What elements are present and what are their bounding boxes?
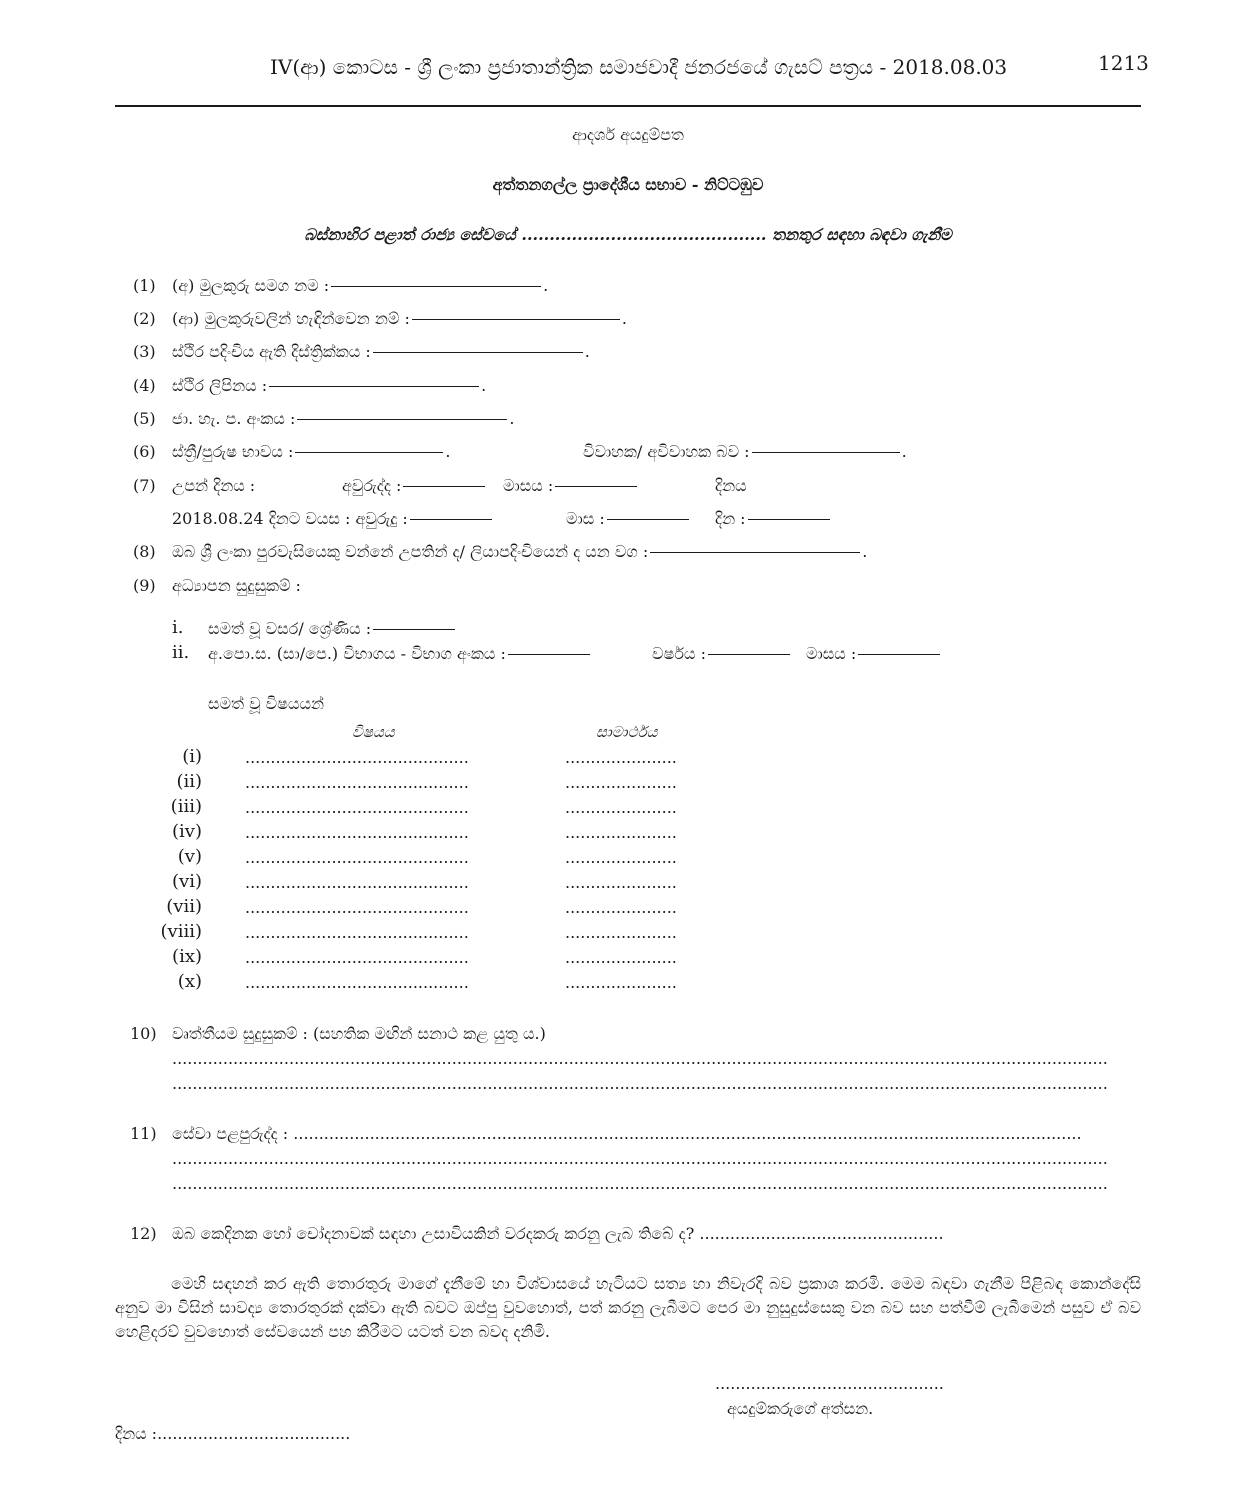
full-name-field[interactable] xyxy=(331,286,541,287)
subject-name-field[interactable]: ............................................ xyxy=(245,948,469,967)
professional-qualifications-line-2[interactable]: ........................................................................................................................................................................................ xyxy=(172,1074,1108,1093)
age-days-field[interactable] xyxy=(748,519,830,520)
item-6-marital-row: විවාහක/ අවිවාහක බව : . xyxy=(583,442,907,461)
date-label: දිනය : xyxy=(115,1424,158,1443)
item-2-row: (ආ) මුලකුරුවලින් හැඳින්වෙන නම් : . xyxy=(172,309,627,328)
age-day-row xyxy=(715,509,832,529)
subject-grade-field[interactable]: ...................... xyxy=(565,898,677,917)
signature-line[interactable]: ............................................. xyxy=(715,1374,944,1393)
item-1-row: (අ) මුලකුරු සමග නම : . xyxy=(172,276,549,295)
service-experience-row xyxy=(172,1124,1082,1144)
item-number: 12) xyxy=(130,1224,157,1243)
ol-exam-index-field[interactable] xyxy=(508,654,590,655)
subject-grade-field[interactable]: ...................... xyxy=(565,948,677,967)
item-number: (3) xyxy=(133,342,156,361)
subject-name-field[interactable]: ............................................ xyxy=(245,823,469,842)
subject-row-number: (iv) xyxy=(172,821,202,842)
subject-grade-field[interactable]: ...................... xyxy=(565,823,677,842)
service-experience-line-2[interactable]: ........................................................................................................................................................................................ xyxy=(172,1174,1108,1193)
service-experience-line-0[interactable]: ........................................................................................................................................................... xyxy=(293,1124,1082,1143)
title-prefix: බස්නාහිර පළාත් රාජ්‍ය සේවයේ xyxy=(304,225,516,244)
ol-month-label: මාසය : xyxy=(806,644,857,663)
dob-day-label: දිනය xyxy=(715,476,747,495)
title-suffix: තනතුර සඳහා බඳවා ගැනීම xyxy=(772,225,952,244)
district-field[interactable] xyxy=(373,352,583,353)
subject-grade-field[interactable]: ...................... xyxy=(565,748,677,767)
conviction-row xyxy=(172,1224,944,1244)
subject-name-field[interactable]: ............................................ xyxy=(245,848,469,867)
dob-month-label: මාසය : xyxy=(503,476,554,495)
conviction-answer-field[interactable]: ................................................ xyxy=(699,1224,944,1243)
form-title-council: අත්තනගල්ල ප්‍රාදේශීය සභාව - නිට්ටඹුව xyxy=(492,175,764,194)
item-number: (6) xyxy=(133,442,156,461)
initials-name-field[interactable] xyxy=(412,319,620,320)
page-number: 1213 xyxy=(1098,51,1149,75)
service-experience-line-1[interactable]: ........................................................................................................................................................................................ xyxy=(172,1149,1108,1168)
dob-month-field[interactable] xyxy=(555,486,637,487)
edu-i-row xyxy=(208,619,457,639)
subject-row-number: (ix) xyxy=(172,946,202,967)
date-field[interactable]: ...................................... xyxy=(157,1424,351,1443)
item-4-row: ස්ථිර ලිපිනය : . xyxy=(172,376,487,395)
age-row xyxy=(172,509,494,529)
gender-label: ස්ත්‍රී/පුරුෂ භාවය : xyxy=(172,442,294,461)
marital-status-label: විවාහක/ අවිවාහක බව : xyxy=(583,442,750,461)
item-number: (1) xyxy=(133,276,156,295)
dob-year-row xyxy=(342,476,487,496)
age-years-field[interactable] xyxy=(410,519,492,520)
dob-year-field[interactable] xyxy=(403,486,485,487)
dob-year-label: අවුරුද්ද : xyxy=(342,476,402,495)
date-row xyxy=(115,1424,350,1444)
education-label: අධ්‍යාපන සුදුසුකම් : xyxy=(172,576,301,595)
address-field[interactable] xyxy=(269,386,479,387)
ol-year-field[interactable] xyxy=(708,654,790,655)
subjects-title: සමත් වූ විෂයයන් xyxy=(208,694,325,713)
subject-grade-field[interactable]: ...................... xyxy=(565,798,677,817)
header-rule xyxy=(115,105,1141,107)
ol-month-field[interactable] xyxy=(858,654,940,655)
item-number: (9) xyxy=(133,576,156,595)
ol-exam-index-label: අ.පො.ස. (සා/පෙ.) විභාගය - විභාග අංකය : xyxy=(208,644,506,663)
ol-month-row xyxy=(806,644,942,664)
gazette-header-title: IV(ආ) කොටස - ශ්‍රී ලංකා ප්‍රජාතාන්ත්‍රික සමාජවාදී ජනරජයේ ගැසට් පත්‍රය - 2018.08.03 xyxy=(270,55,1008,79)
item-1-label: (අ) මුලකුරු සමග නම : xyxy=(172,276,330,295)
passed-year-grade-field[interactable] xyxy=(373,629,455,630)
subject-name-field[interactable]: ............................................ xyxy=(245,798,469,817)
title-post-blank[interactable]: ............................................ xyxy=(521,225,767,244)
item-number: (5) xyxy=(133,409,156,428)
item-3-row: ස්ථිර පදිංචිය ඇති දිස්ත්‍රික්කය : . xyxy=(172,342,590,361)
subject-grade-field[interactable]: ...................... xyxy=(565,923,677,942)
age-month-row xyxy=(566,509,691,529)
subject-grade-field[interactable]: ...................... xyxy=(565,873,677,892)
item-number: 10) xyxy=(130,1024,157,1043)
passed-year-grade-label: සමත් වූ වසර/ ශ්‍රේණිය : xyxy=(208,619,372,638)
item-number: (4) xyxy=(133,376,156,395)
subject-grade-field[interactable]: ...................... xyxy=(565,848,677,867)
subject-name-field[interactable]: ............................................ xyxy=(245,898,469,917)
age-years-label: 2018.08.24 දිනට වයස : අවුරුදු : xyxy=(172,509,408,528)
subject-grade-field[interactable]: ...................... xyxy=(565,773,677,792)
conviction-question: ඔබ කෙදිනක හෝ චෝදනාවක් සඳහා උසාවියකින් වරදකරු කරනු ලැබ තිබේ ද? xyxy=(172,1224,695,1243)
subject-name-field[interactable]: ............................................ xyxy=(245,873,469,892)
dob-label: උපන් දිනය : xyxy=(172,476,256,495)
item-2-label: (ආ) මුලකුරුවලින් හැඳින්වෙන නම් : xyxy=(172,309,410,328)
signature-label: අයදුම්කරුගේ අත්සන. xyxy=(727,1399,874,1418)
item-3-label: ස්ථිර පදිංචිය ඇති දිස්ත්‍රික්කය : xyxy=(172,342,371,361)
edu-ii-number: ii. xyxy=(172,642,190,663)
citizenship-label: ඔබ ශ්‍රී ලංකා පුරවැසියෙකු වන්නේ උපතින් ද/ ලියාපදිංචියෙන් ද යන වග : xyxy=(172,542,649,561)
item-number: (2) xyxy=(133,309,156,328)
subject-name-field[interactable]: ............................................ xyxy=(245,973,469,992)
edu-i-number: i. xyxy=(172,617,184,638)
item-5-row: ජා. හැ. ප. අංකය : . xyxy=(172,409,515,428)
citizenship-field[interactable] xyxy=(650,552,860,553)
subject-name-field[interactable]: ............................................ xyxy=(245,923,469,942)
subject-row-number: (viii) xyxy=(160,921,202,942)
subject-name-field[interactable]: ............................................ xyxy=(245,773,469,792)
item-number: 11) xyxy=(130,1124,157,1143)
marital-status-field[interactable] xyxy=(752,452,900,453)
service-experience-label: සේවා පළපුරුද්ද : xyxy=(172,1124,289,1143)
item-6-gender-row: ස්ත්‍රී/පුරුෂ භාවය : . xyxy=(172,442,451,461)
item-number: (8) xyxy=(133,542,156,561)
subject-row-number: (ii) xyxy=(176,771,202,792)
nic-field[interactable] xyxy=(297,419,507,420)
professional-qualifications-line-1[interactable]: ........................................................................................................................................................................................ xyxy=(172,1049,1108,1068)
age-months-label: මාස : xyxy=(566,509,605,528)
subject-name-field[interactable]: ............................................ xyxy=(245,748,469,767)
edu-ii-row xyxy=(208,644,592,664)
gender-field[interactable] xyxy=(295,452,443,453)
dob-month-row xyxy=(503,476,639,496)
subject-row-number: (vi) xyxy=(172,871,202,892)
subject-row-number: (vii) xyxy=(166,896,202,917)
form-title-model-application: ආදර්ශ අයදුම්පත xyxy=(572,125,684,144)
age-days-label: දින : xyxy=(715,509,746,528)
grade-column-header: සාමාර්ථය xyxy=(596,723,658,741)
item-5-label: ජා. හැ. ප. අංකය : xyxy=(172,409,296,428)
subject-row-number: (iii) xyxy=(170,796,202,817)
age-months-field[interactable] xyxy=(607,519,689,520)
subject-grade-field[interactable]: ...................... xyxy=(565,973,677,992)
item-4-label: ස්ථිර ලිපිනය : xyxy=(172,376,268,395)
item-number: (7) xyxy=(133,476,156,495)
form-title-recruitment xyxy=(115,225,1141,245)
ol-year-row xyxy=(652,644,792,664)
declaration-paragraph: මෙහි සඳහන් කර ඇති තොරතුරු මාගේ දැනීමේ හා විශ්වාසයේ හැටියට සත්‍ය හා නිවැරදි බව ප්‍රකාශ කරමි. මෙම බඳවා ගැනීම පිළිබඳ කොන්දේසි අනුව මා විසින් සාවද්‍ය තොරතුරක් දක්වා ඇති බවට ඔප්පු වුවහොත්, පත් කරනු ලැබීමට පෙර මා නුසුදුස්සෙකු වන බව සහ පත්වීම් ලැබීමෙන් පසුව ඒ බව හෙළිදරව් වුවහොත් සේවයෙන් පහ කිරීමට යටත් වන බවද දනිමි. xyxy=(115,1274,1141,1341)
ol-year-label: වර්ෂය : xyxy=(652,644,706,663)
subject-column-header: විෂයය xyxy=(352,723,395,741)
subject-row-number: (v) xyxy=(177,846,202,867)
item-8-row: ඔබ ශ්‍රී ලංකා පුරවැසියෙකු වන්නේ උපතින් ද/ ලියාපදිංචියෙන් ද යන වග : . xyxy=(172,542,868,561)
subject-row-number: (i) xyxy=(182,746,202,767)
professional-qualifications-label: වෘත්තීයම සුදුසුකම් : (සහතික මඟින් සනාථ කළ යුතු ය.) xyxy=(172,1024,546,1043)
subject-row-number: (x) xyxy=(177,971,202,992)
